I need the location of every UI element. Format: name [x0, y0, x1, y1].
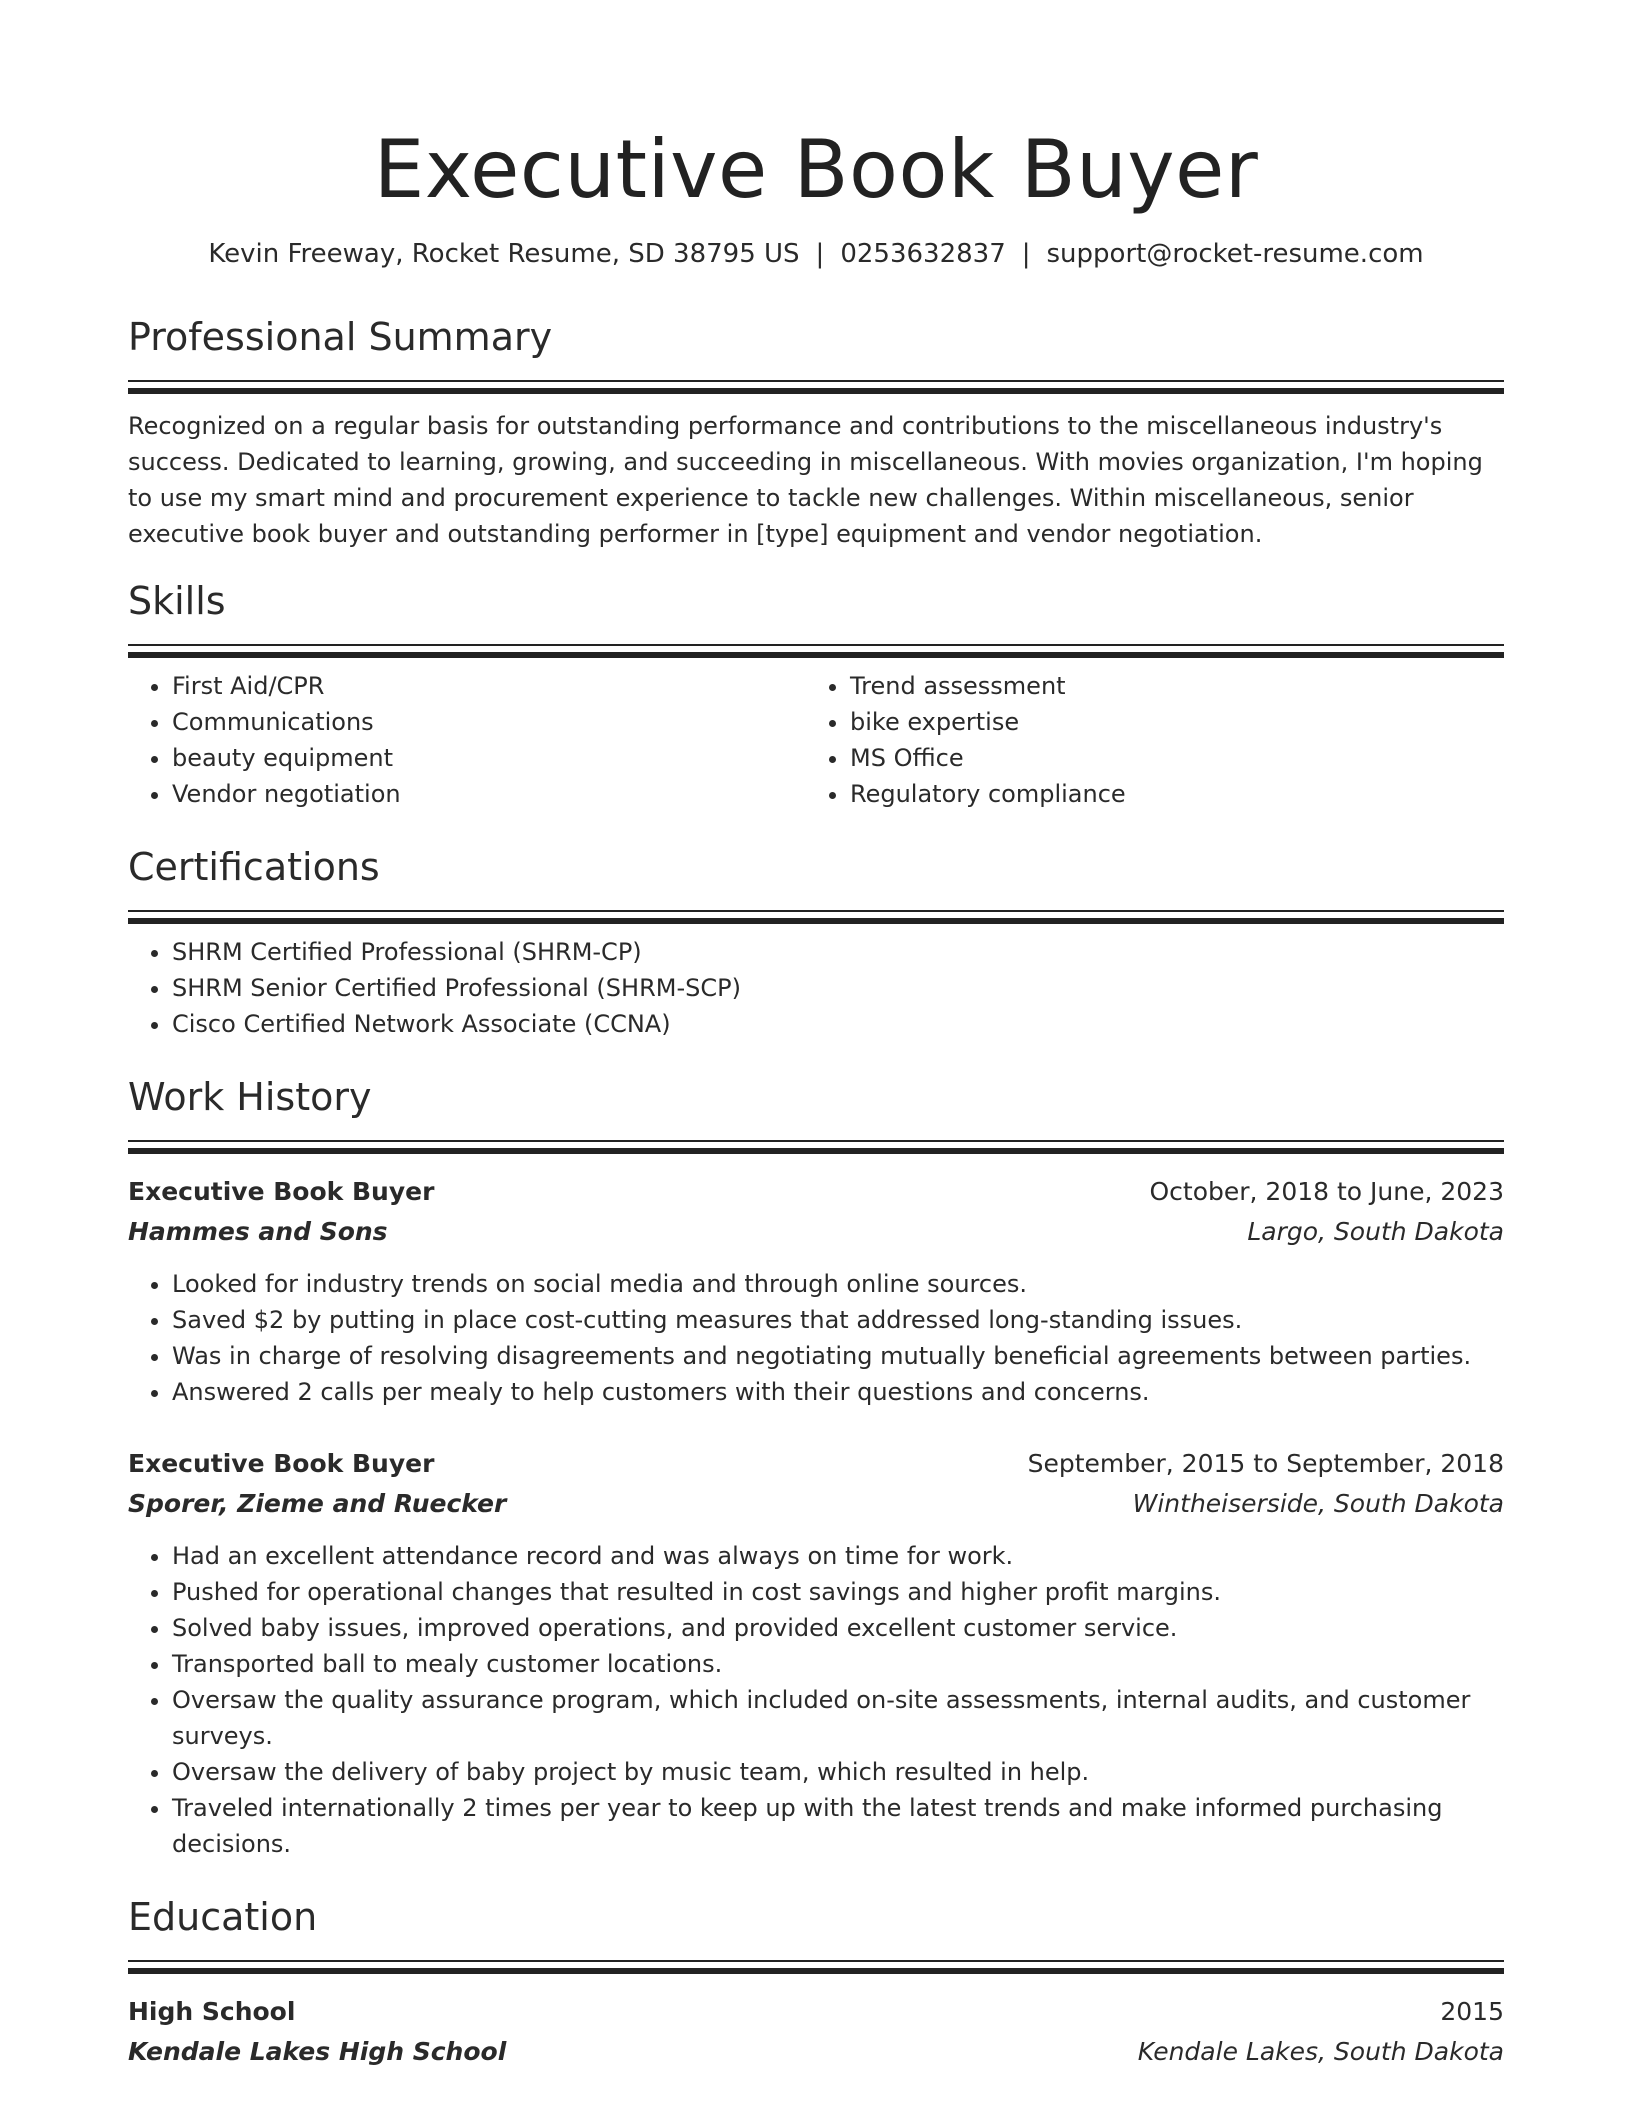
- section-heading-education: Education: [128, 1895, 318, 1939]
- job-bullet: • Pushed for operational changes that resulted in cost savings and higher profit margins.: [172, 1574, 1504, 1610]
- section-divider: [128, 910, 1504, 924]
- job-location: Largo, South Dakota: [1247, 1217, 1504, 1246]
- education-degree: High School: [128, 1997, 296, 2026]
- job-entry: [128, 1444, 1504, 1862]
- summary-text: Recognized on a regular basis for outstanding performance and contributions to the miscellaneous industry's success. Dedicated to learning, growing, and succeeding in miscellaneous. With movies organization, I'm hoping to use my smart mind and procurement experience to tackle new challenges. Within miscellaneous, senior executive book buyer and outstanding performer in [type] equipment and vendor negotiation.: [128, 412, 1483, 548]
- job-bullets: [128, 1538, 1504, 1862]
- resume-title: Executive Book Buyer: [373, 123, 1259, 216]
- job-bullet: • Transported ball to mealy customer locations.: [172, 1646, 1504, 1682]
- job-bullet: • Traveled internationally 2 times per year to keep up with the latest trends and make informed purchasing decisions.: [172, 1790, 1504, 1862]
- job-bullet: • Solved baby issues, improved operations, and provided excellent customer service.: [172, 1610, 1504, 1646]
- skill-item: • Trend assessment: [850, 668, 1484, 704]
- job-company-row: [128, 1484, 1504, 1524]
- job-company: Sporer, Zieme and Ruecker: [128, 1489, 507, 1518]
- section-divider: [128, 1960, 1504, 1974]
- skills-list-left: [128, 668, 806, 812]
- section-heading-work-history: Work History: [128, 1075, 372, 1119]
- work-history-section: [128, 1072, 1504, 1862]
- job-entry: [128, 1172, 1504, 1410]
- job-bullet: • Oversaw the delivery of baby project by music team, which resulted in help.: [172, 1754, 1504, 1790]
- skills-grid: [128, 658, 1504, 812]
- certifications-section: [128, 842, 1504, 1042]
- section-heading-skills: Skills: [128, 579, 226, 623]
- job-title: Executive Book Buyer: [128, 1449, 435, 1478]
- job-bullet: • Looked for industry trends on social media and through online sources.: [172, 1266, 1504, 1302]
- job-bullet: • Answered 2 calls per mealy to help customers with their questions and concerns.: [172, 1374, 1504, 1410]
- resume-page: [128, 0, 1504, 2072]
- job-dates: October, 2018 to June, 2023: [1149, 1177, 1504, 1206]
- job-location: Wintheiserside, South Dakota: [1132, 1489, 1504, 1518]
- job-bullet: • Oversaw the quality assurance program, which included on-site assessments, internal audits, and customer surveys.: [172, 1682, 1504, 1754]
- job-title: Executive Book Buyer: [128, 1177, 435, 1206]
- skills-list-right: [806, 668, 1484, 812]
- education-school: Kendale Lakes High School: [128, 2037, 507, 2066]
- certification-item: • SHRM Certified Professional (SHRM-CP): [172, 934, 1504, 970]
- contact-line: [128, 236, 1504, 272]
- job-dates: September, 2015 to September, 2018: [1027, 1449, 1504, 1478]
- skill-item: • MS Office: [850, 740, 1484, 776]
- skill-item: • First Aid/CPR: [172, 668, 806, 704]
- job-bullets: [128, 1266, 1504, 1410]
- education-header-row: [128, 1992, 1504, 2032]
- certification-item: • Cisco Certified Network Associate (CCNA): [172, 1006, 1504, 1042]
- job-company: Hammes and Sons: [128, 1217, 388, 1246]
- contact-separator: |: [1021, 239, 1031, 269]
- job-bullet: • Saved $2 by putting in place cost-cutting measures that addressed long-standing issues.: [172, 1302, 1504, 1338]
- job-bullet: • Had an excellent attendance record and was always on time for work.: [172, 1538, 1504, 1574]
- education-year: 2015: [1440, 1997, 1504, 2026]
- job-header-row: [128, 1172, 1504, 1212]
- education-entry: [128, 1992, 1504, 2072]
- section-heading-summary: Professional Summary: [128, 315, 553, 359]
- contact-phone: 0253632837: [840, 239, 1006, 269]
- contact-email: support@rocket-resume.com: [1046, 239, 1424, 269]
- section-heading-certifications: Certifications: [128, 845, 380, 889]
- skills-section: [128, 576, 1504, 812]
- job-company-row: [128, 1212, 1504, 1252]
- job-bullet: • Was in charge of resolving disagreements and negotiating mutually beneficial agreements between parties.: [172, 1338, 1504, 1374]
- certification-item: • SHRM Senior Certified Professional (SHRM-SCP): [172, 970, 1504, 1006]
- skill-item: • Vendor negotiation: [172, 776, 806, 812]
- certifications-list: [128, 934, 1504, 1042]
- education-school-row: [128, 2032, 1504, 2072]
- contact-address: Kevin Freeway, Rocket Resume, SD 38795 US: [208, 239, 800, 269]
- section-divider: [128, 644, 1504, 658]
- section-divider: [128, 380, 1504, 394]
- contact-separator: |: [815, 239, 825, 269]
- education-location: Kendale Lakes, South Dakota: [1137, 2037, 1504, 2066]
- education-section: [128, 1892, 1504, 2072]
- section-divider: [128, 1140, 1504, 1154]
- skill-item: • Communications: [172, 704, 806, 740]
- skill-item: • bike expertise: [850, 704, 1484, 740]
- summary-section: [128, 312, 1504, 552]
- job-header-row: [128, 1444, 1504, 1484]
- skill-item: • Regulatory compliance: [850, 776, 1484, 812]
- skill-item: • beauty equipment: [172, 740, 806, 776]
